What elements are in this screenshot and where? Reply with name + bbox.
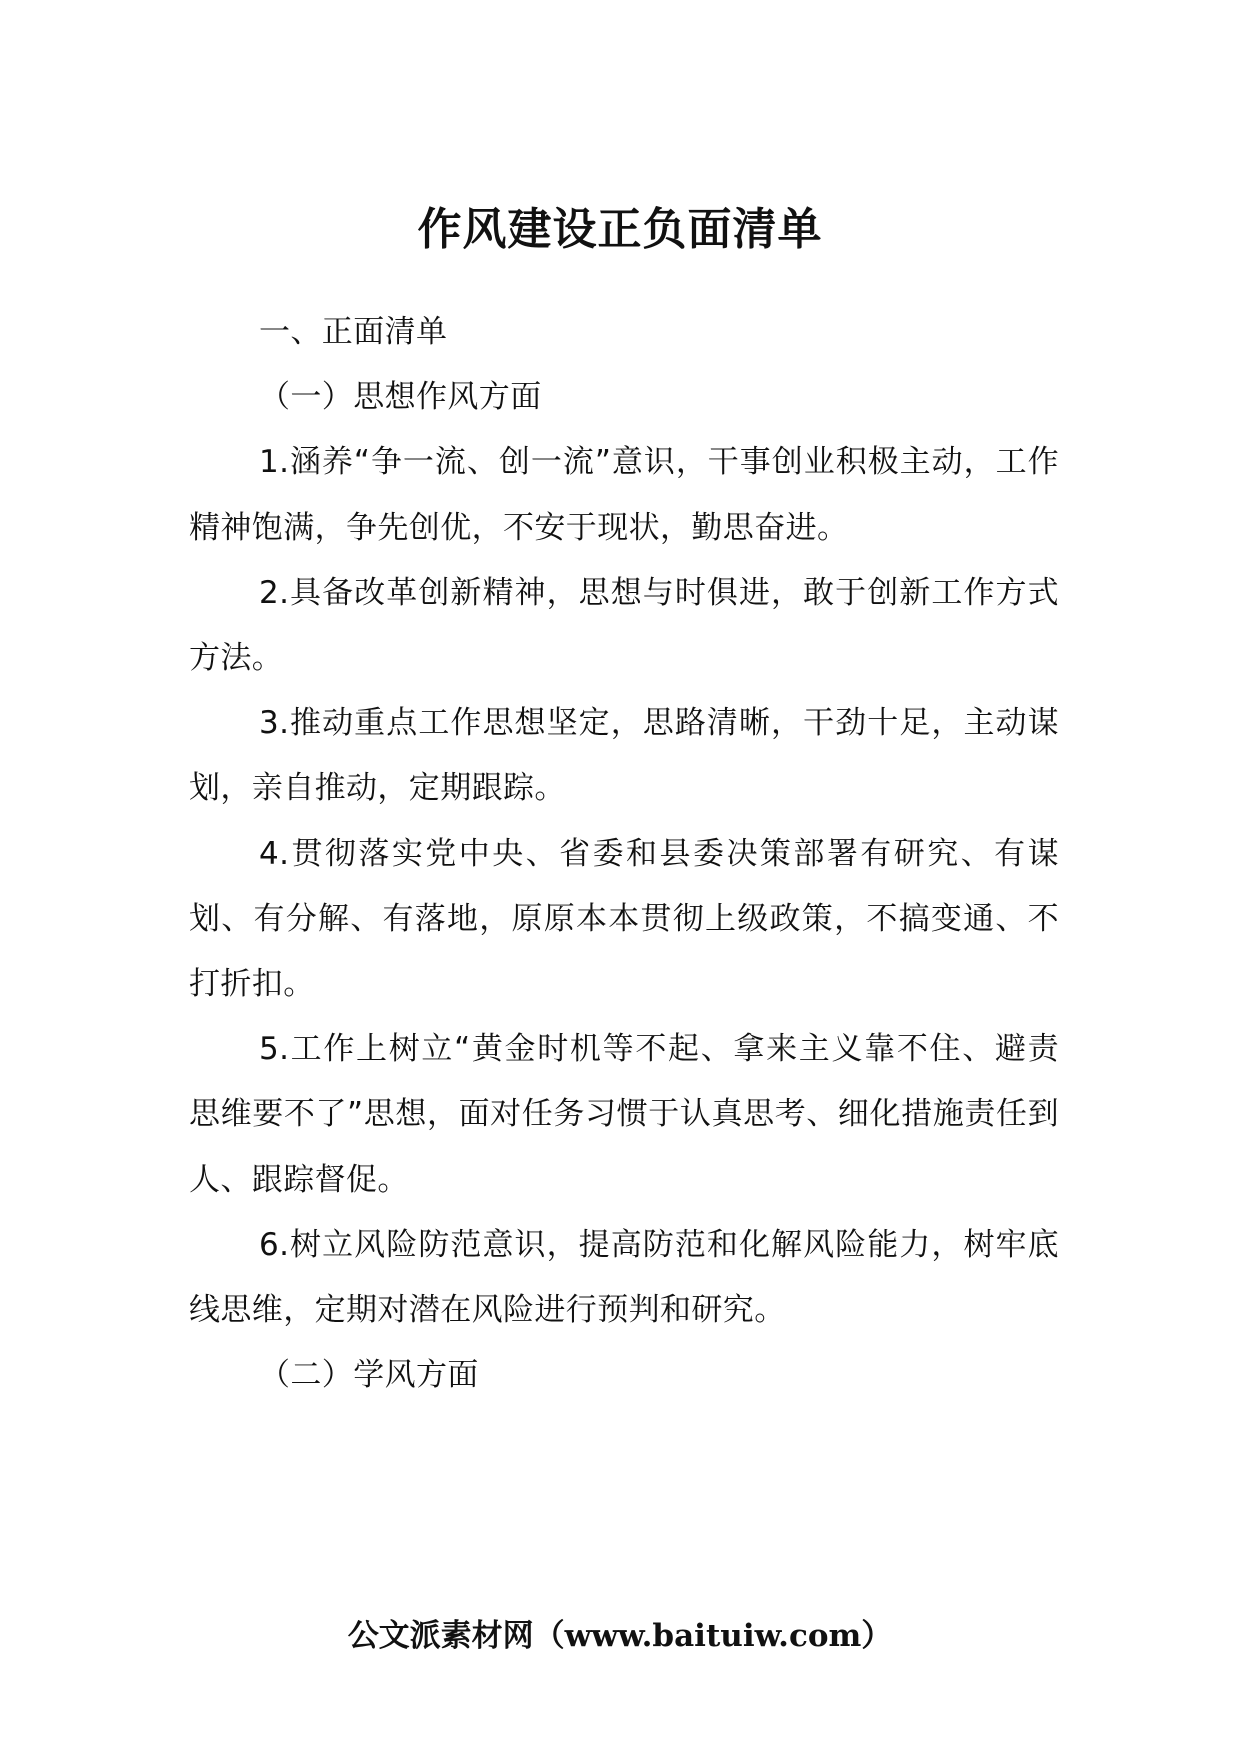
list-item: 4.贯彻落实党中央、省委和县委决策部署有研究、有谋划、有分解、有落地，原原本本贯彻上级政策，不搞变通、不打折扣。 <box>189 835 1059 1003</box>
footer-watermark: 公文派素材网（www.baituiw.com） <box>347 1618 893 1654</box>
list-item: 6.树立风险防范意识，提高防范和化解风险能力，树牢底线思维，定期对潜在风险进行预判和研究。 <box>189 1226 1059 1329</box>
document-body <box>189 300 1059 1408</box>
section-heading: 一、正面清单 <box>259 314 448 350</box>
subsection-heading: （二）学风方面 <box>259 1357 479 1394</box>
list-item: 2.具备改革创新精神，思想与时俱进，敢于创新工作方式方法。 <box>189 574 1059 677</box>
document-title: 作风建设正负面清单 <box>417 204 823 255</box>
subsection-heading: （一）思想作风方面 <box>259 379 542 416</box>
list-item: 1.涵养“争一流、创一流”意识，干事创业积极主动，工作精神饱满，争先创优，不安于现状，勤思奋进。 <box>189 444 1059 546</box>
list-item: 3.推动重点工作思想坚定，思路清晰，干劲十足，主动谋划，亲自推动，定期跟踪。 <box>189 705 1059 807</box>
list-item: 5.工作上树立“黄金时机等不起、拿来主义靠不住、避责思维要不了”思想，面对任务习惯于认真思考、细化措施责任到人、跟踪督促。 <box>189 1031 1059 1198</box>
